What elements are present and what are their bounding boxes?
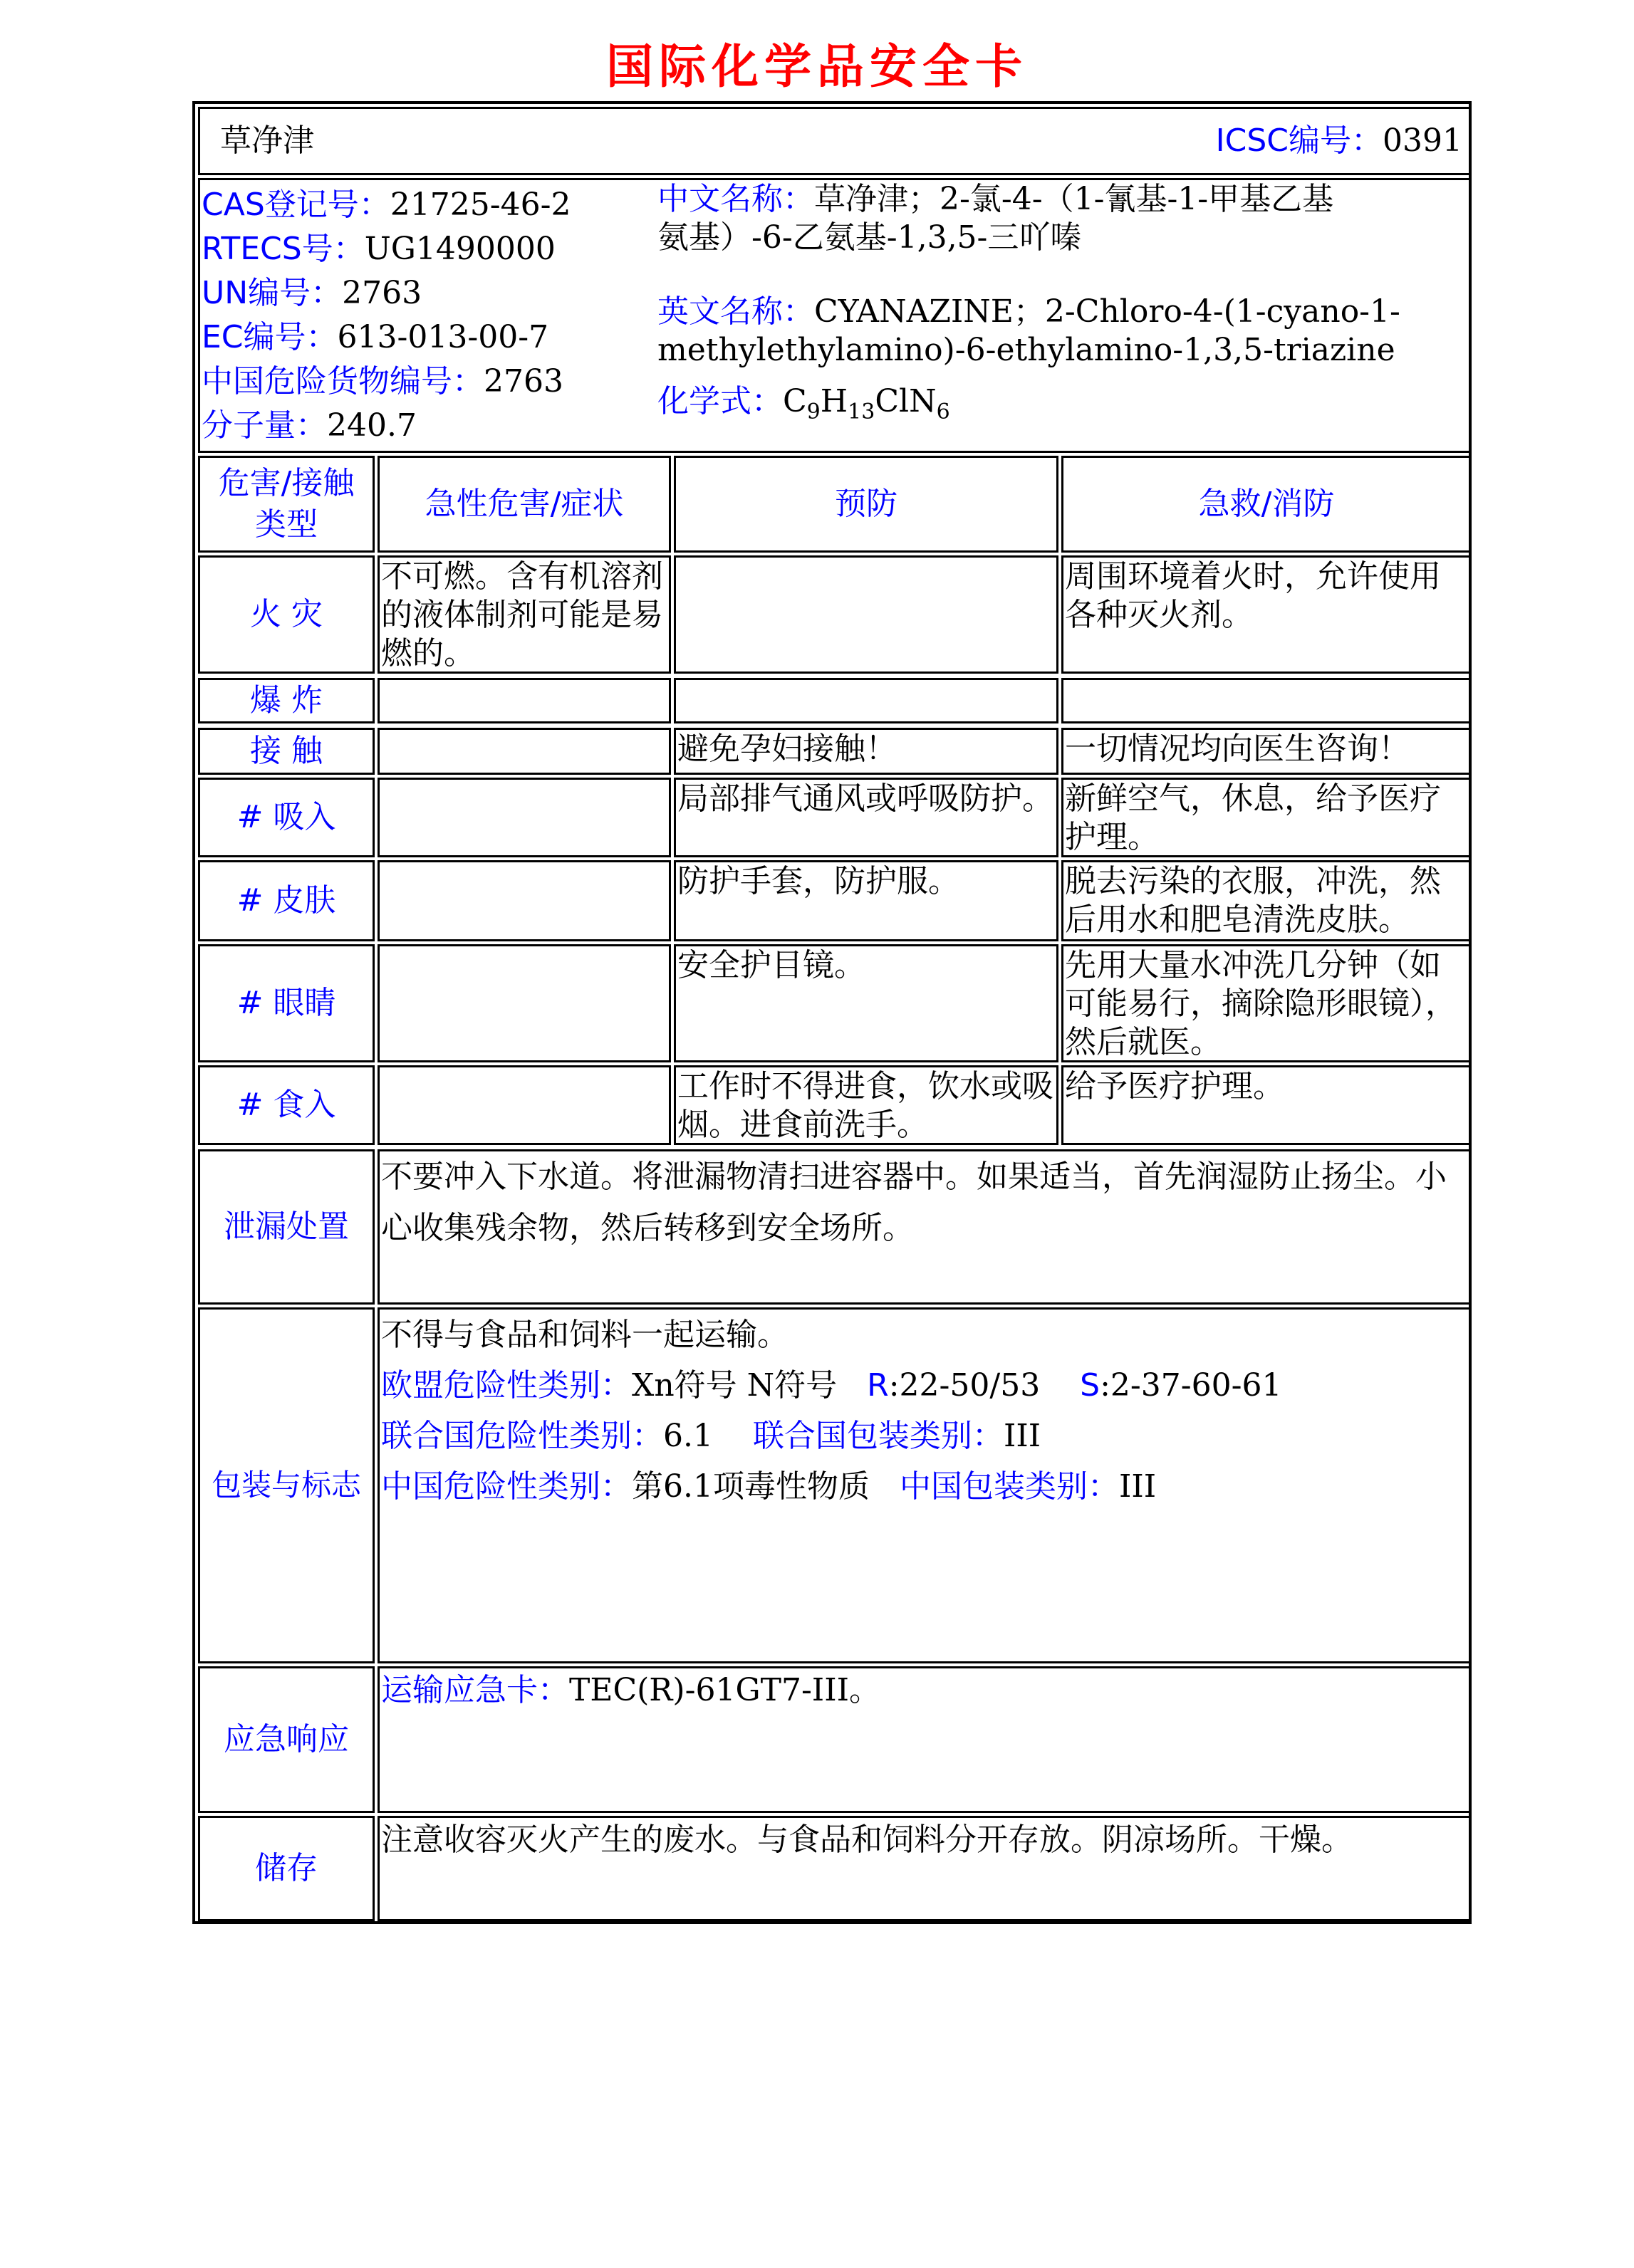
prevention-cell: 防护手套，防护服。 xyxy=(674,860,1058,941)
un-class xyxy=(381,1411,1468,1461)
hazard-symptoms-cell xyxy=(378,944,671,1062)
spill-text: 不要冲入下水道。将泄漏物清扫进容器中。如果适当，首先润湿防止扬尘。小心收集残余物，然后转移到安全场所。 xyxy=(378,1149,1472,1305)
chemical-name: 草净津 xyxy=(220,122,314,159)
first-aid-cell: 先用大量水冲洗几分钟（如可能易行，摘除隐形眼镜），然后就医。 xyxy=(1061,944,1472,1062)
hazard-symptoms-cell xyxy=(378,860,671,941)
hazard-symptoms-cell: 不可燃。含有机溶剂的液体制剂可能是易燃的。 xyxy=(378,555,671,674)
packaging-content xyxy=(378,1307,1472,1663)
eu-class xyxy=(381,1360,1468,1411)
cn-name-label: 中文名称： xyxy=(657,181,814,217)
page-title: 国际化学品安全卡 xyxy=(606,39,1028,94)
first-aid-cell: 给予医疗护理。 xyxy=(1061,1065,1472,1145)
cn-class xyxy=(381,1461,1468,1512)
eu-class-label: 欧盟危险性类别： xyxy=(381,1367,632,1404)
column-header-type: 危害/接触类型 xyxy=(198,456,375,553)
hazard-type-cell: 接 触 xyxy=(198,728,375,775)
cn-name-value: 草净津；2-氯-4-（1-氰基-1-甲基乙基 xyxy=(814,181,1334,217)
formula-h-count: 13 xyxy=(848,399,875,424)
formula-label: 化学式： xyxy=(657,383,783,419)
prevention-cell xyxy=(674,555,1058,674)
first-aid-cell: 脱去污染的衣服，冲洗，然后用水和肥皂清洗皮肤。 xyxy=(1061,860,1472,941)
cn-dg-field xyxy=(202,360,571,404)
cn-name-value-cont: 氨基）-6-乙氨基-1,3,5-三吖嗪 xyxy=(657,219,1082,256)
column-header-prevention: 预防 xyxy=(674,456,1058,553)
r-label: R xyxy=(867,1367,889,1404)
icsc-label: ICSC编号： xyxy=(1215,122,1383,159)
hazard-type-cell: 火 灾 xyxy=(198,555,375,674)
icsc-number xyxy=(1216,122,1462,160)
hazard-type-cell: # 眼睛 xyxy=(198,944,375,1062)
mw-label: 分子量： xyxy=(202,407,327,444)
emergency-content xyxy=(378,1666,1472,1813)
un-class-value: 6.1 xyxy=(663,1418,713,1454)
column-header-first-aid: 急救/消防 xyxy=(1061,456,1472,553)
hazard-symptoms-cell xyxy=(378,728,671,775)
identification-section xyxy=(198,178,1472,453)
rtecs-field xyxy=(202,227,571,271)
un-value: 2763 xyxy=(342,275,422,311)
cn-class-value: 第6.1项毒性物质 xyxy=(632,1468,870,1505)
un-field xyxy=(202,271,571,315)
cn-pack-label: 中国包装类别： xyxy=(899,1468,1119,1505)
column-header-hazard: 急性危害/症状 xyxy=(378,456,671,553)
hazard-type-cell: 爆 炸 xyxy=(198,678,375,723)
formula-h: H xyxy=(820,383,848,419)
un-class-label: 联合国危险性类别： xyxy=(381,1418,663,1454)
ec-value: 613-013-00-7 xyxy=(337,319,549,355)
eu-class-value: Xn符号 N符号 xyxy=(632,1367,838,1404)
formula-field xyxy=(657,382,1400,432)
cn-class-label: 中国危险性类别： xyxy=(381,1468,632,1505)
rtecs-label: RTECS号： xyxy=(202,231,365,267)
en-name-label: 英文名称： xyxy=(657,293,814,330)
cas-value: 21725-46-2 xyxy=(390,187,571,223)
icsc-value: 0391 xyxy=(1383,122,1462,159)
cn-name-field xyxy=(657,180,1400,219)
packaging-label: 包装与标志 xyxy=(198,1307,375,1663)
hazard-type-cell: # 食入 xyxy=(198,1065,375,1145)
formula-c-count: 9 xyxy=(806,399,821,424)
storage-label: 储存 xyxy=(198,1816,375,1921)
emergency-card-value: TEC(R)-61GT7-III。 xyxy=(569,1672,880,1708)
formula-c: C xyxy=(783,383,807,419)
first-aid-cell: 一切情况均向医生咨询！ xyxy=(1061,728,1472,775)
cn-pack-value: III xyxy=(1118,1468,1157,1505)
formula-cln: ClN xyxy=(875,383,937,419)
cn-dg-value: 2763 xyxy=(484,363,563,399)
un-pack-label: 联合国包装类别： xyxy=(752,1418,1004,1454)
hazard-type-cell: # 吸入 xyxy=(198,778,375,857)
cas-field xyxy=(202,183,571,227)
formula-n-count: 6 xyxy=(936,399,950,424)
cn-dg-label: 中国危险货物编号： xyxy=(202,363,484,399)
first-aid-cell: 新鲜空气，休息，给予医疗护理。 xyxy=(1061,778,1472,857)
un-pack-value: III xyxy=(1003,1418,1041,1454)
hazard-symptoms-cell xyxy=(378,678,671,723)
formula-value xyxy=(783,383,950,424)
hazard-symptoms-cell xyxy=(378,778,671,857)
s-label: S xyxy=(1080,1367,1100,1404)
s-value: :2-37-60-61 xyxy=(1100,1367,1282,1404)
emergency-label: 应急响应 xyxy=(198,1666,375,1813)
en-name-value-cont: methylethylamino)-6-ethylamino-1,3,5-triazine xyxy=(657,332,1395,368)
first-aid-cell: 周围环境着火时，允许使用各种灭火剂。 xyxy=(1061,555,1472,674)
prevention-cell: 局部排气通风或呼吸防护。 xyxy=(674,778,1058,857)
mw-field xyxy=(202,404,571,448)
prevention-cell: 工作时不得进食，饮水或吸烟。进食前洗手。 xyxy=(674,1065,1058,1145)
storage-text: 注意收容灭火产生的废水。与食品和饲料分开存放。阴凉场所。干燥。 xyxy=(378,1816,1472,1921)
prevention-cell xyxy=(674,678,1058,723)
packaging-note: 不得与食品和饲料一起运输。 xyxy=(381,1317,789,1353)
spill-label: 泄漏处置 xyxy=(198,1149,375,1305)
prevention-cell: 安全护目镜。 xyxy=(674,944,1058,1062)
ec-field xyxy=(202,315,571,360)
cas-label: CAS登记号： xyxy=(202,187,390,223)
ec-label: EC编号： xyxy=(202,319,338,355)
en-name-value: CYANAZINE；2-Chloro-4-(1-cyano-1- xyxy=(814,293,1400,330)
emergency-card-label: 运输应急卡： xyxy=(381,1672,569,1708)
rtecs-value: UG1490000 xyxy=(364,231,556,267)
mw-value: 240.7 xyxy=(327,407,417,444)
first-aid-cell xyxy=(1061,678,1472,723)
prevention-cell: 避免孕妇接触！ xyxy=(674,728,1058,775)
header-row xyxy=(198,107,1472,175)
hazard-type-cell: # 皮肤 xyxy=(198,860,375,941)
hazard-symptoms-cell xyxy=(378,1065,671,1145)
un-label: UN编号： xyxy=(202,275,343,311)
en-name-field xyxy=(657,293,1400,331)
r-value: :22-50/53 xyxy=(888,1367,1041,1404)
